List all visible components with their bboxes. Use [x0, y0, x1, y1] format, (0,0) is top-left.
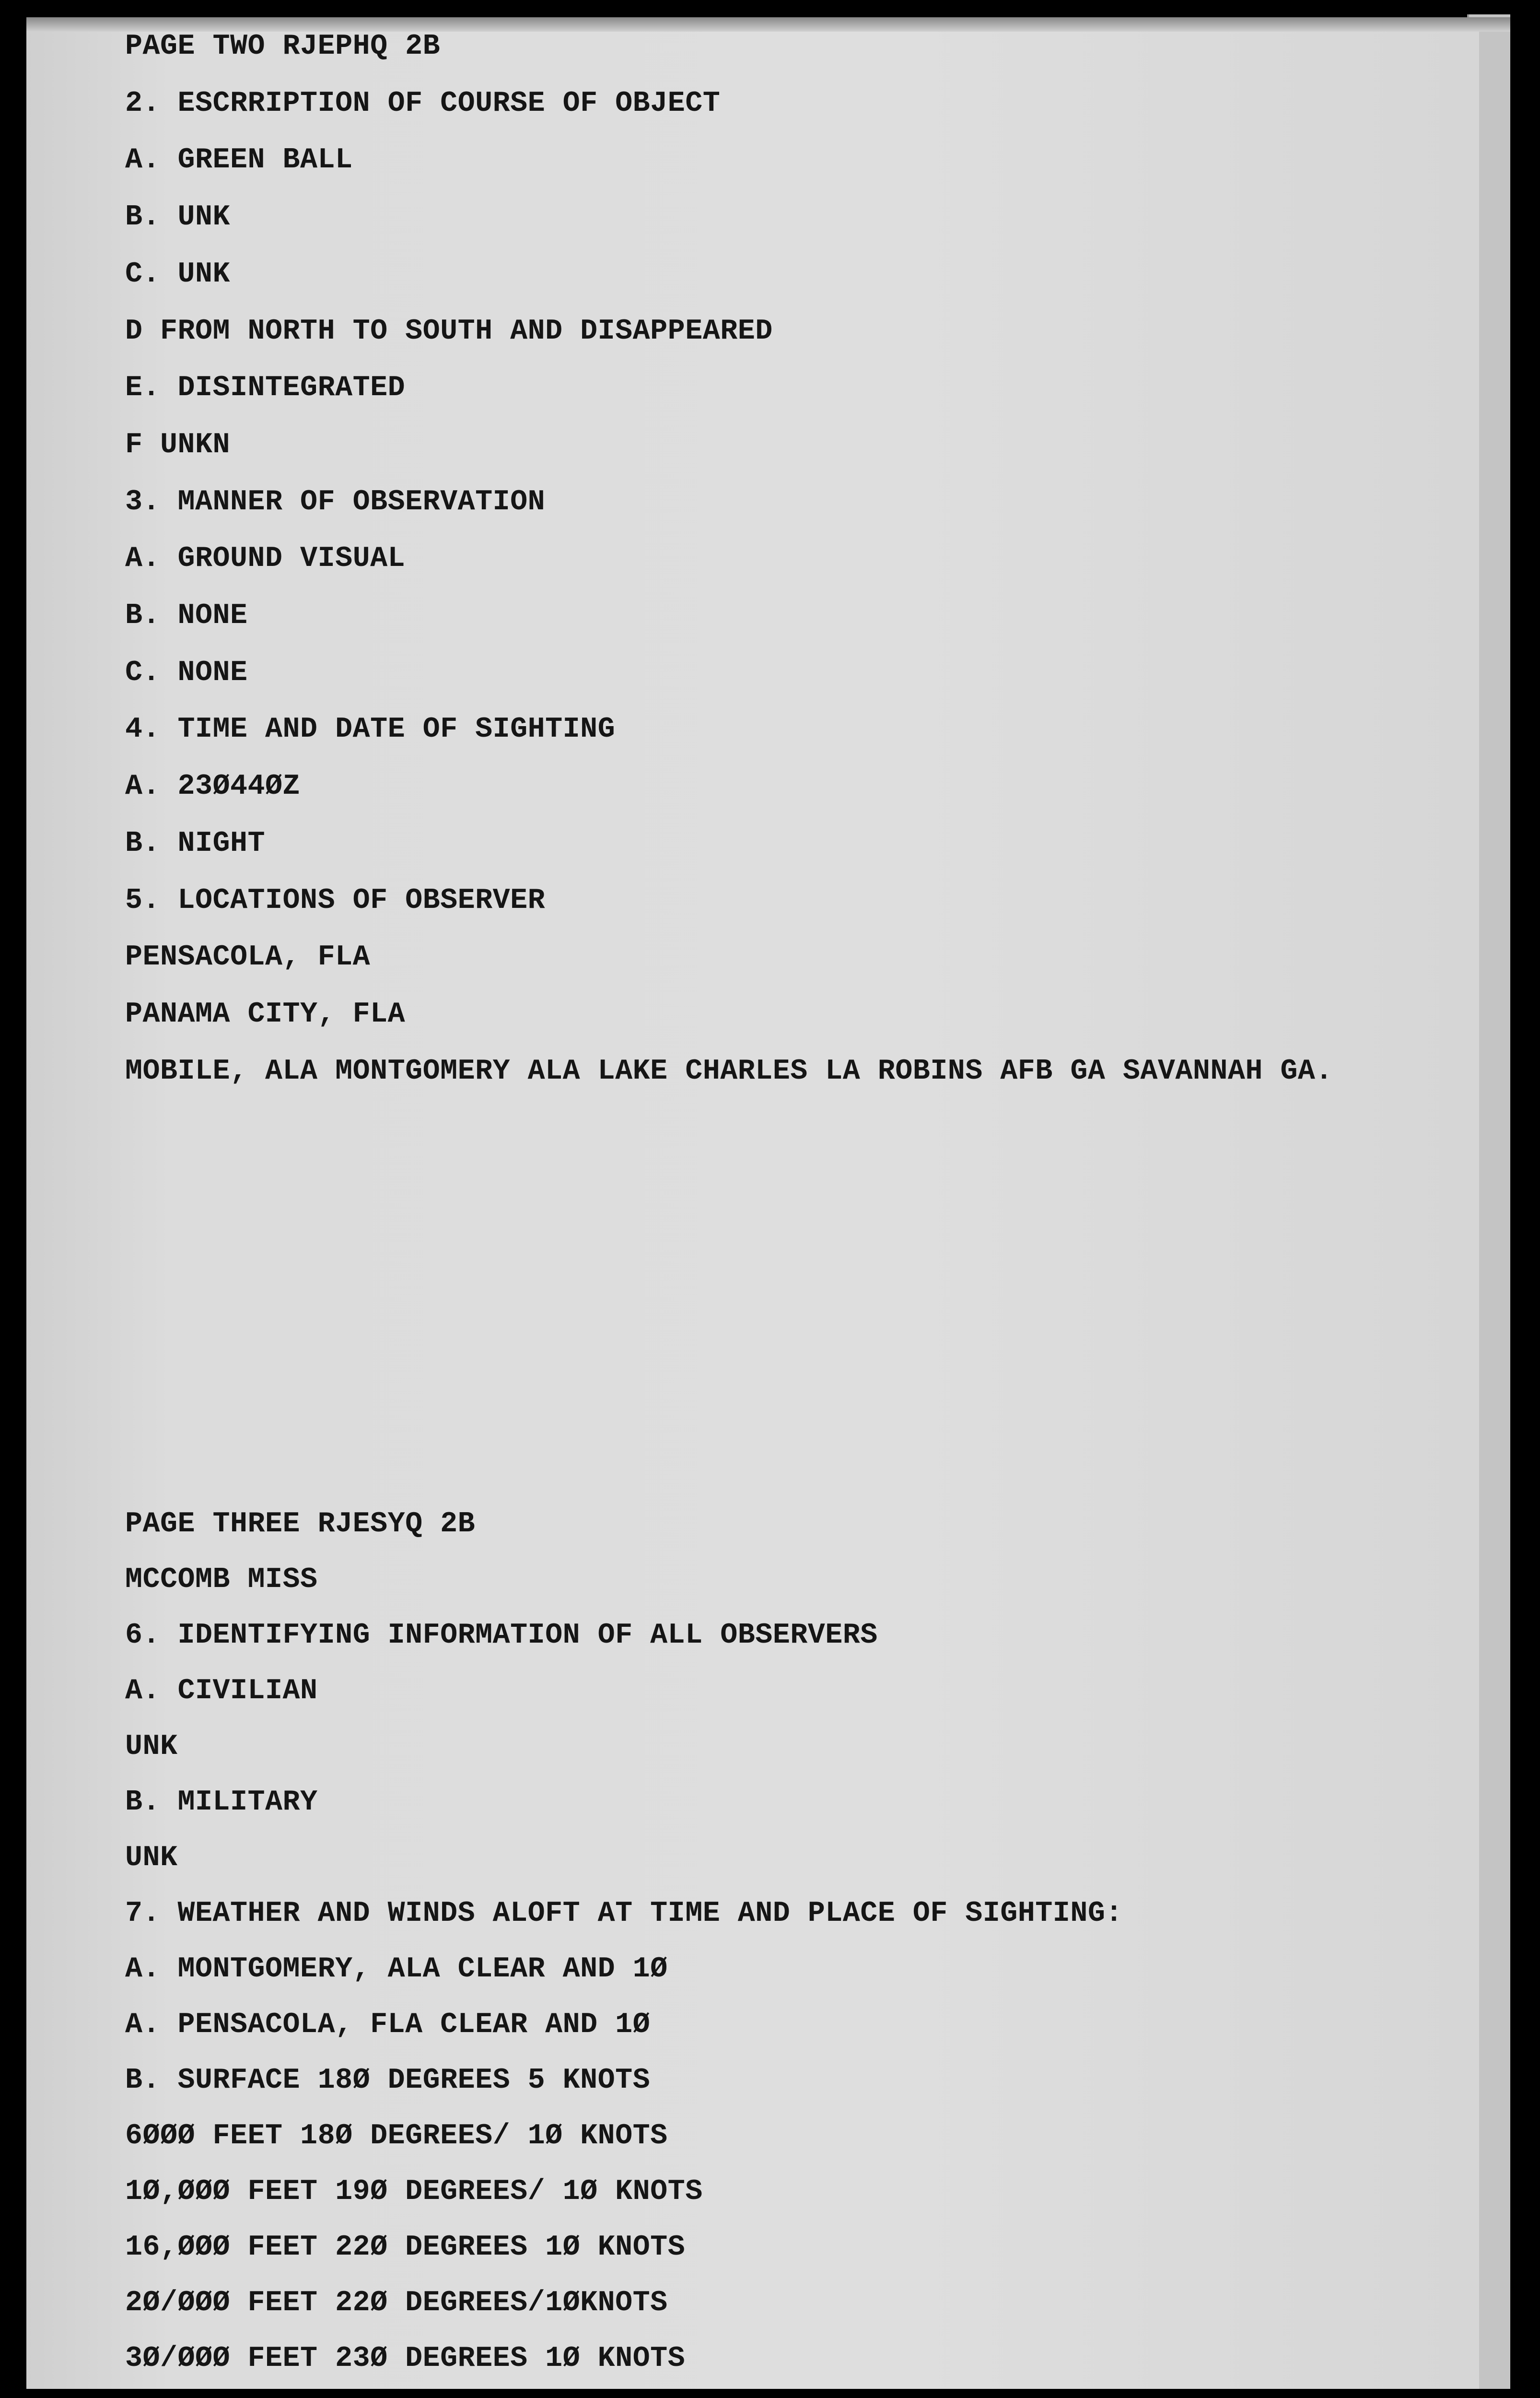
text-line: 7. WEATHER AND WINDS ALOFT AT TIME AND PLACE OF SIGHTING:	[125, 1897, 1123, 1930]
text-line: UNK	[125, 1842, 178, 1874]
text-line: 3. MANNER OF OBSERVATION	[125, 485, 546, 518]
text-line: MCCOMB MISS	[125, 1563, 318, 1596]
text-line: A. GROUND VISUAL	[125, 542, 406, 576]
text-line: 4. TIME AND DATE OF SIGHTING	[125, 713, 616, 746]
text-line: 16,ØØØ FEET 22Ø DEGREES 1Ø KNOTS	[125, 2231, 686, 2264]
text-line: F UNKN	[125, 428, 231, 461]
text-line: B. MILITARY	[125, 1786, 318, 1819]
text-line: A. PENSACOLA, FLA CLEAR AND 1Ø	[125, 2009, 651, 2041]
text-line: 1Ø,ØØØ FEET 19Ø DEGREES/ 1Ø KNOTS	[125, 2175, 703, 2208]
text-line: PENSACOLA, FLA	[125, 941, 371, 974]
text-line: C. UNK	[125, 258, 231, 291]
text-line: A. GREEN BALL	[125, 144, 353, 177]
text-line: UNK	[125, 1730, 178, 1763]
text-line: B. NONE	[125, 600, 248, 633]
text-line: 5. LOCATIONS OF OBSERVER	[125, 884, 546, 917]
text-line: B. UNK	[125, 201, 231, 234]
page-two-section	[125, 18, 1333, 1100]
text-line: E. DISINTEGRATED	[125, 372, 406, 405]
text-line: 6. IDENTIFYING INFORMATION OF ALL OBSERVERS	[125, 1619, 878, 1652]
text-line: 2Ø/ØØØ FEET 22Ø DEGREES/1ØKNOTS	[125, 2287, 668, 2319]
text-line: B. SURFACE 18Ø DEGREES 5 KNOTS	[125, 2064, 651, 2097]
text-line: B. NIGHT	[125, 827, 266, 860]
text-line: 2. ESCRRIPTION OF COURSE OF OBJECT	[125, 87, 721, 120]
text-line: A. MONTGOMERY, ALA CLEAR AND 1Ø	[125, 1953, 668, 1986]
text-line: 3Ø/ØØØ FEET 23Ø DEGREES 1Ø KNOTS	[125, 2342, 686, 2375]
text-line: PANAMA CITY, FLA	[125, 998, 406, 1031]
page-three-section	[125, 1496, 1123, 2386]
page-header: PAGE THREE RJESYQ 2B	[125, 1508, 476, 1540]
text-line: A. CIVILIAN	[125, 1675, 318, 1707]
text-line: C. NONE	[125, 656, 248, 689]
text-line: A. 23Ø44ØZ	[125, 770, 301, 803]
text-line: MOBILE, ALA MONTGOMERY ALA LAKE CHARLES LA ROBINS AFB GA SAVANNAH GA.	[125, 1055, 1333, 1088]
text-line: 6ØØØ FEET 18Ø DEGREES/ 1Ø KNOTS	[125, 2120, 668, 2152]
page-header: PAGE TWO RJEPHQ 2B	[125, 30, 441, 63]
text-line: D FROM NORTH TO SOUTH AND DISAPPEARED	[125, 315, 773, 348]
